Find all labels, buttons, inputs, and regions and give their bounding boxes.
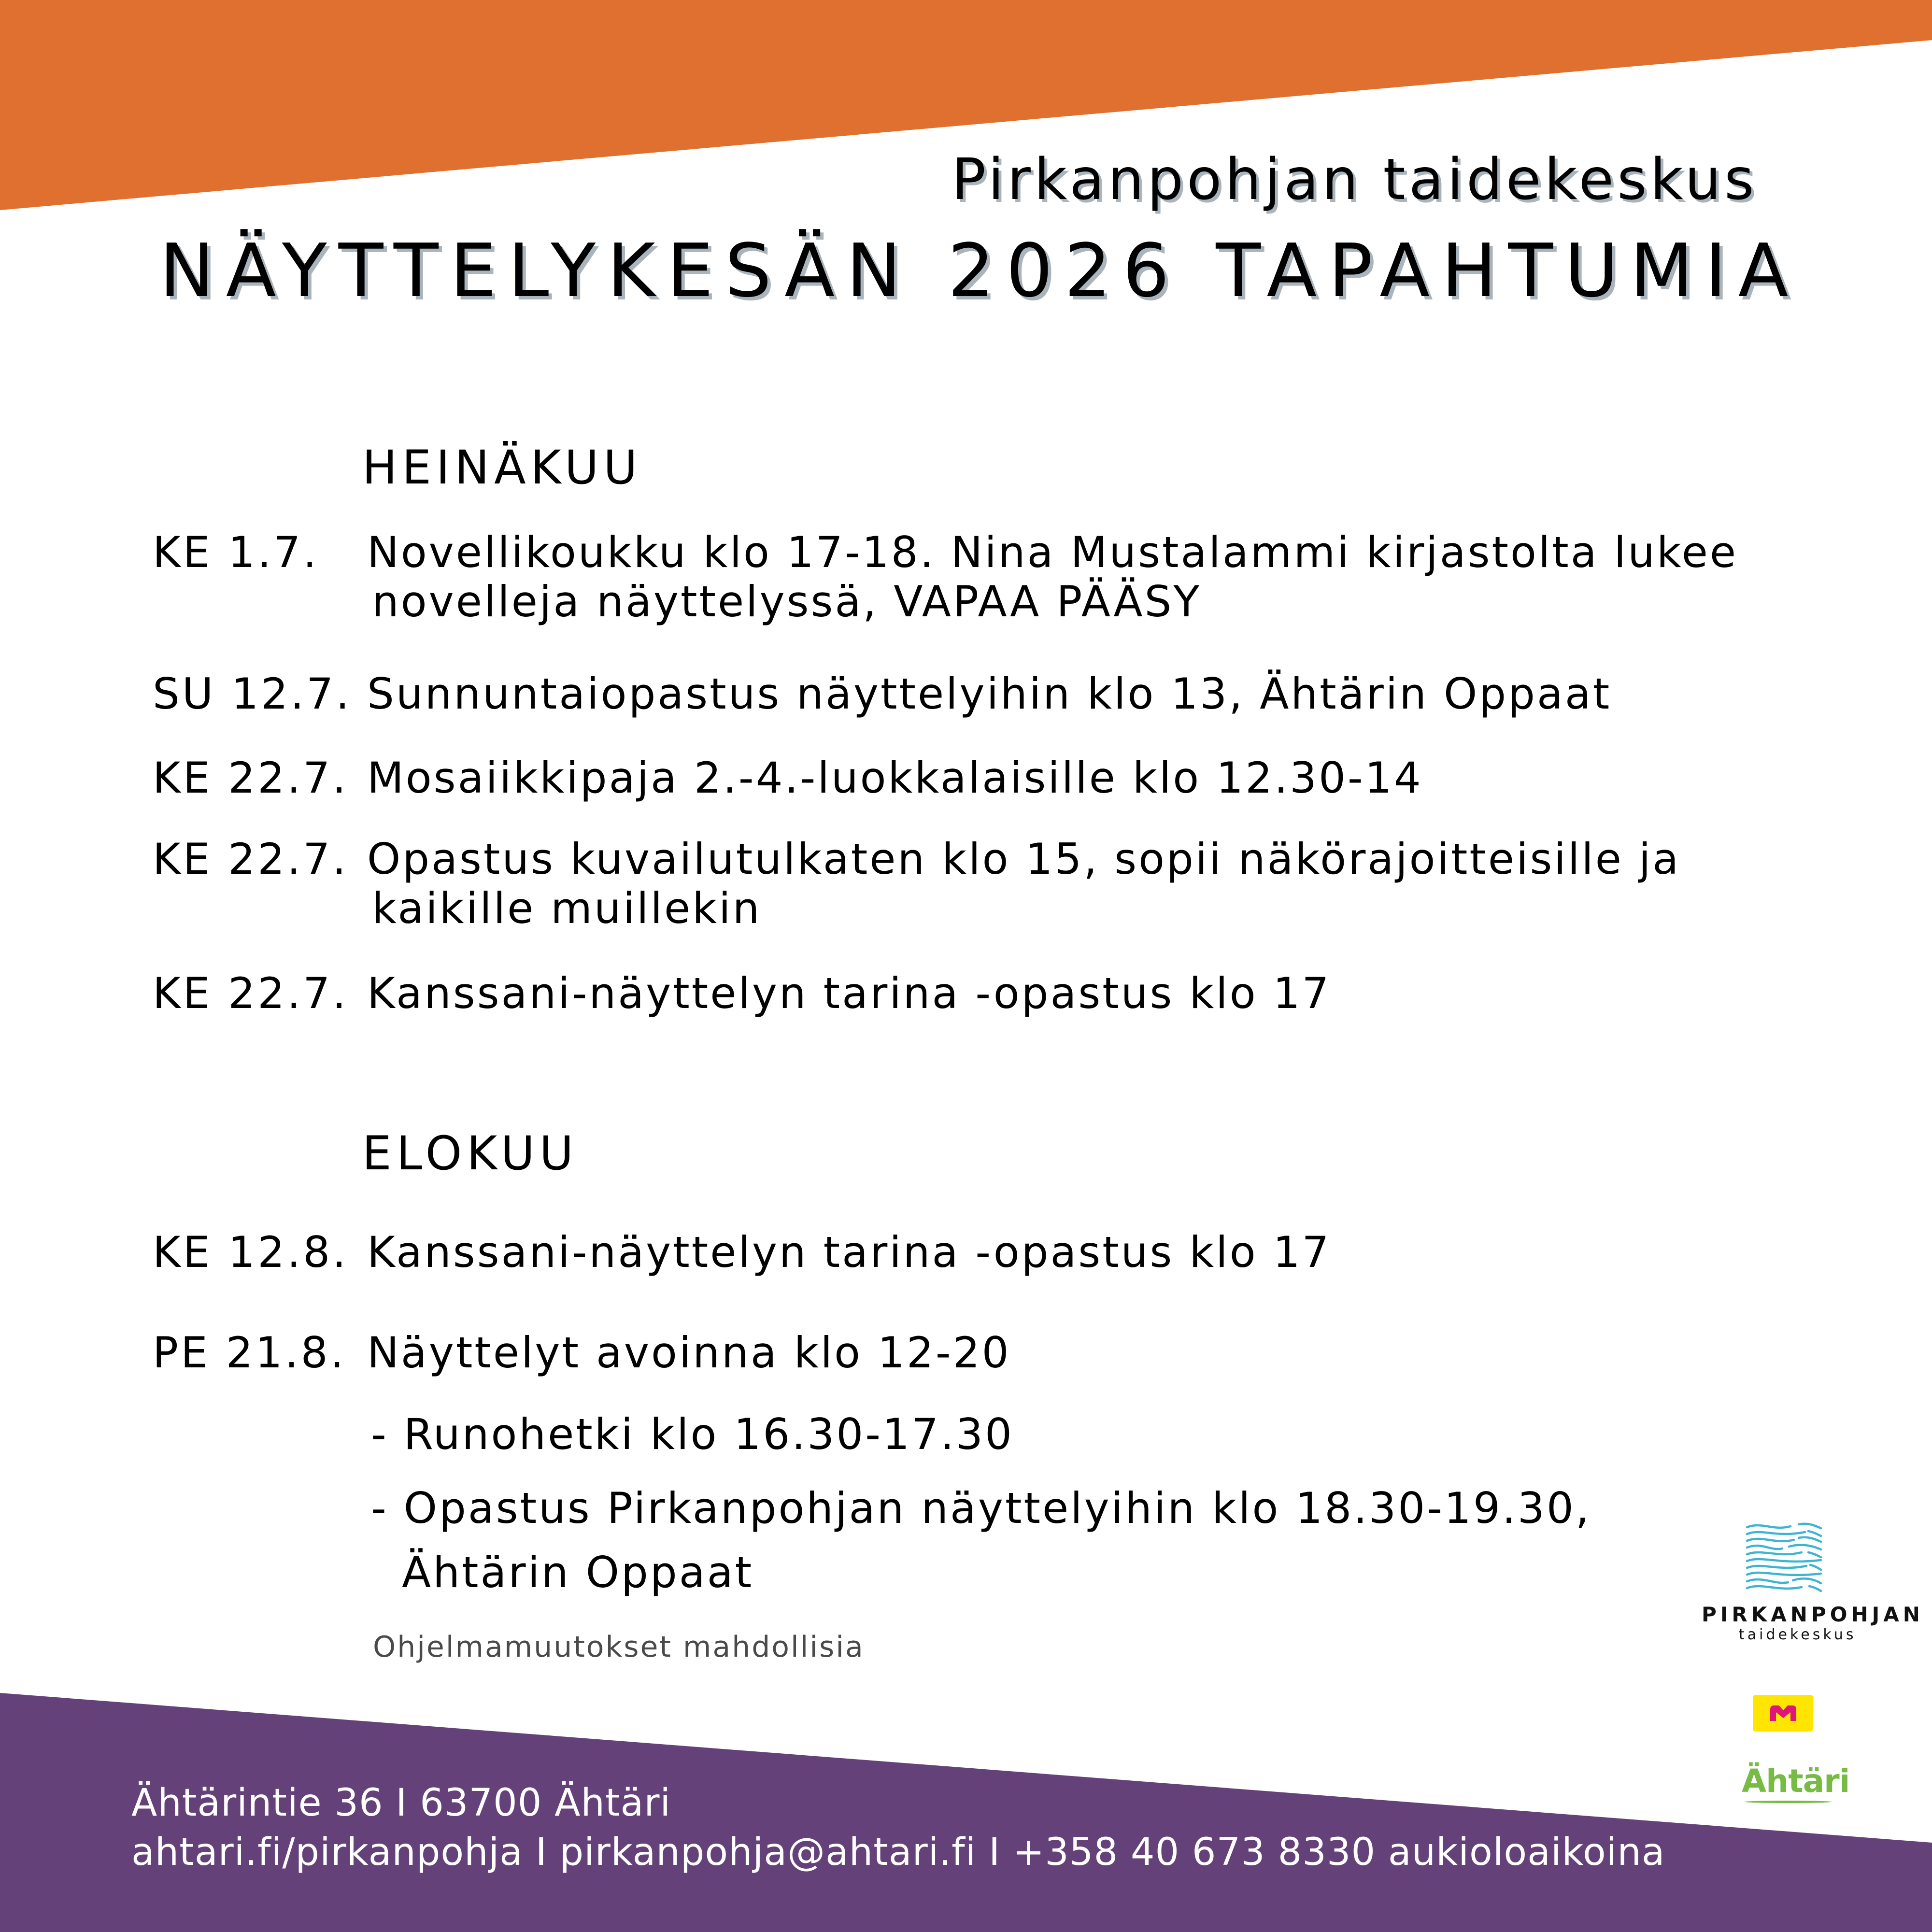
event-text: Sunnuntaiopastus näyttelyihin klo 13, Ähtärin Oppaat [367,669,1612,719]
event-sub-item-cont: Ähtärin Oppaat [402,1548,754,1597]
program-change-note: Ohjelmamuutokset mahdollisia [373,1630,865,1664]
event-date: KE 22.7. [153,968,349,1018]
event-text: Kanssani-näyttelyn tarina -opastus klo 17 [367,1227,1331,1277]
ahtari-logo: Ähtäri [1742,1762,1850,1800]
event-date: KE 22.7. [153,753,349,803]
museum-m-logo [1753,1695,1813,1732]
month-heading-heinakuu: HEINÄKUU [362,440,642,495]
event-date: KE 1.7. [153,527,319,577]
waves-icon [1745,1521,1824,1594]
event-text-cont: novelleja näyttelyssä, VAPAA PÄÄSY [372,577,1202,626]
event-text: Opastus kuvailutulkaten klo 15, sopii näkörajoitteisille ja [367,834,1681,884]
footer-address: Ähtärintie 36 I 63700 Ähtäri [131,1781,671,1825]
event-date: PE 21.8. [153,1328,346,1378]
event-date: KE 22.7. [153,834,349,884]
page-title: NÄYTTELYKESÄN 2026 TAPAHTUMIA [159,228,1800,313]
month-heading-elokuu: ELOKUU [362,1126,579,1180]
event-sub-item: - Opastus Pirkanpohjan näyttelyihin klo 18.30-19.30, [371,1483,1591,1533]
m-letter-icon [1770,1705,1796,1721]
event-text: Näyttelyt avoinna klo 12-20 [367,1328,1011,1378]
footer-contact[interactable]: ahtari.fi/pirkanpohja I pirkanpohja@ahtari.fi I +358 40 673 8330 aukioloaikoina [131,1831,1665,1874]
pirkanpohja-logo-subname: taidekeskus [1739,1626,1857,1643]
event-date: SU 12.7. [153,669,352,719]
event-date: KE 12.8. [153,1227,349,1277]
event-text-cont: kaikille muillekin [372,883,762,933]
ahtari-logo-underline [1745,1801,1832,1803]
event-text: Kanssani-näyttelyn tarina -opastus klo 17 [367,968,1331,1018]
pirkanpohja-logo-name: PIRKANPOHJAN [1702,1603,1924,1626]
event-sub-item: - Runohetki klo 16.30-17.30 [371,1409,1014,1459]
event-text: Novellikoukku klo 17-18. Nina Mustalammi kirjastolta lukee [367,527,1738,577]
event-text: Mosaiikkipaja 2.-4.-luokkalaisille klo 12.30-14 [367,753,1423,803]
subtitle: Pirkanpohjan taidekeskus [952,146,1758,213]
